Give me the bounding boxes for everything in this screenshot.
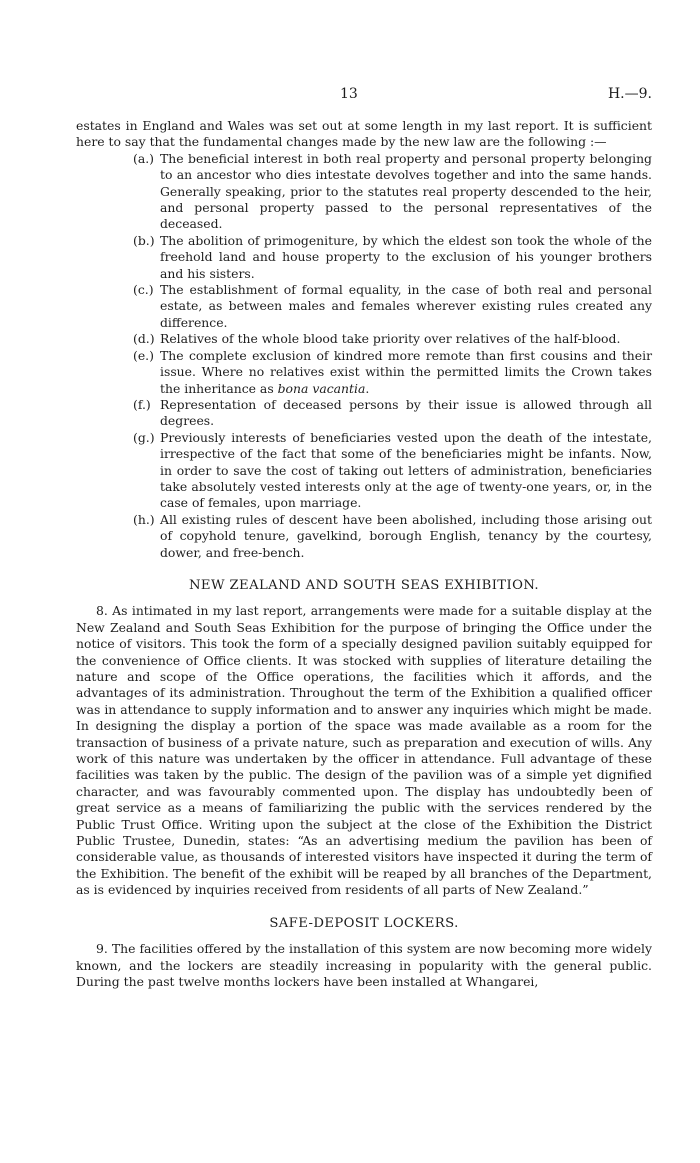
list-marker: (g.) <box>133 429 155 445</box>
page-number: 13 <box>340 86 358 102</box>
list-marker: (h.) <box>133 511 155 527</box>
list-item <box>133 150 652 233</box>
changes-list <box>76 151 652 561</box>
list-marker: (f.) <box>133 396 151 412</box>
list-item-text: The establishment of formal equality, in the case of both real and personal estate, as between males and females wherever existing rules created any difference. <box>160 282 652 330</box>
list-item-text: Previously interests of beneficiaries vested upon the death of the intestate, irrespective of the fact that some of the beneficiaries might be infants. Now, in order to save the cost of taking out letters of administration, beneficiaries take absolutely vested interests only at the age of twenty-one years, or, in the case of females, upon marriage. <box>160 429 652 511</box>
list-item <box>133 331 652 347</box>
document-code: H.—9. <box>607 86 652 102</box>
list-item <box>133 282 652 331</box>
list-item-text: Representation of deceased persons by their issue is allowed through all degrees. <box>160 396 652 429</box>
intro-paragraph: estates in England and Wales was set out at some length in my last report. It is sufficient here to say that the fundamental changes made by the new law are the following :— <box>76 118 652 150</box>
section-heading-lockers: SAFE-DEPOSIT LOCKERS. <box>269 915 459 931</box>
list-item-text: The beneficial interest in both real property and personal property belonging to an ancestor who dies intestate devolves together and into the same hands. Generally speaking, prior to the statutes real property descended to the heir, and personal property passed to the personal representatives of the deceased. <box>160 150 652 232</box>
document-body <box>76 118 652 990</box>
list-item <box>133 232 652 282</box>
list-item-text: Relatives of the whole blood take priority over relatives of the half-blood. <box>160 331 621 347</box>
list-marker: (a.) <box>133 150 154 166</box>
exhibition-paragraph: 8. As intimated in my last report, arrangements were made for a suitable display at the New Zealand and South Seas Exhibition for the purpose of bringing the Office under the notice of visitors. This took the form of a specially designed pavilion suitably equipped for the convenience of Office clients. It was stocked with supplies of literature detailing the nature and scope of the Office operations, the facilities which it affords, and the advantages of its administration. Throughout the term of the Exhibition a qualified officer was in attendance to supply information and to answer any inquiries which might be made. In designing the display a portion of the space was made available as a room for the transaction of business of a private nature, such as preparation and execution of wills. Any work of this nature was undertaken by the officer in attendance. Full advantage of these facilities was taken by the public. The design of the pavilion was of a simple yet dignified character, and was favourably commented upon. The display has undoubtedly been of great service as a means of familiarizing the public with the services rendered by the Public Trust Office. Writing upon the subject at the close of the Exhibition the District Public Trustee, Dunedin, states: “As an advertising medium the pavilion has been of considerable value, as thousands of interested visitors have inspected it during the term of the Exhibition. The benefit of the exhibit will be reaped by all branches of the Department, as is evidenced by inquiries received from residents of all parts of New Zealand.” <box>76 603 652 898</box>
list-item-text: The abolition of primogeniture, by which the eldest son took the whole of the freehold land and house property to the exclusion of his younger brothers and his sisters. <box>160 232 652 281</box>
list-marker: (e.) <box>133 347 154 363</box>
list-item-text-end: . <box>365 380 370 396</box>
list-item-text: The complete exclusion of kindred more remote than first cousins and their issue. Where no relatives exist within the permitted limits the Crown takes the inheritance as <box>160 347 652 396</box>
page-header <box>0 86 700 106</box>
list-marker: (b.) <box>133 232 155 248</box>
section-heading-exhibition: NEW ZEALAND AND SOUTH SEAS EXHIBITION. <box>188 577 540 593</box>
list-item <box>133 396 652 430</box>
italic-term: bona vacantia <box>277 380 366 396</box>
list-item <box>133 347 652 397</box>
list-item <box>133 429 652 512</box>
lockers-paragraph: 9. The facilities offered by the installation of this system are now becoming more widely known, and the lockers are steadily increasing in popularity with the general public. During the past twelve months lockers have been installed at Whangarei, <box>76 941 652 989</box>
list-marker: (d.) <box>133 331 155 347</box>
list-item <box>133 511 652 561</box>
list-item-text: All existing rules of descent have been abolished, including those arising out of copyhold tenure, gavelkind, borough English, tenancy by the courtesy, dower, and free-bench. <box>160 511 652 560</box>
list-marker: (c.) <box>133 282 154 298</box>
